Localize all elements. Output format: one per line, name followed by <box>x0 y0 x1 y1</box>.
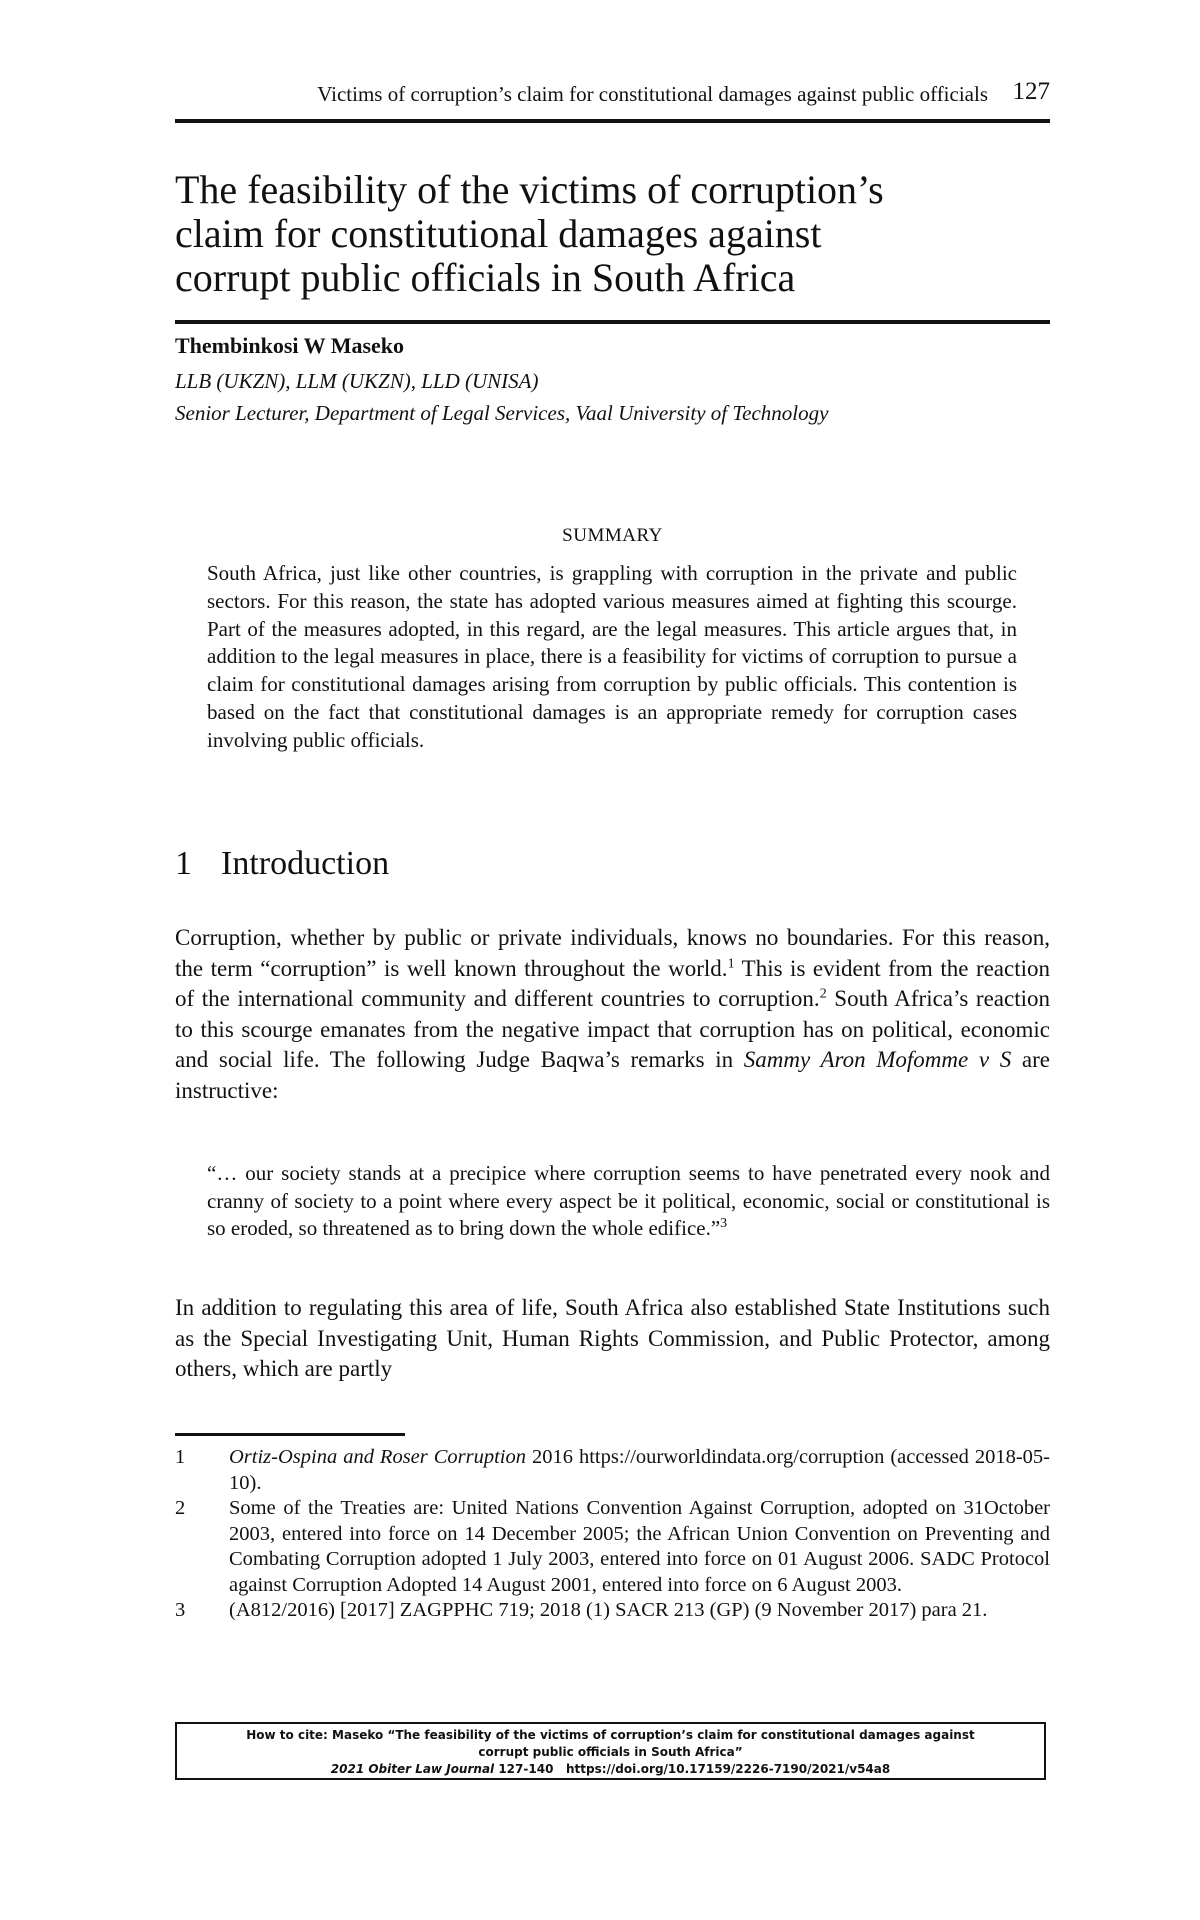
section-title: Introduction <box>221 845 390 882</box>
block-quote <box>207 1160 1050 1243</box>
footnote-author: Ortiz-Ospina and Roser Corruption <box>229 1446 526 1468</box>
footnote-rule <box>175 1433 405 1436</box>
title-line: claim for constitutional damages against <box>175 211 822 256</box>
citation-box <box>175 1722 1046 1780</box>
author-block <box>175 333 1050 433</box>
doi-link[interactable]: https://doi.org/10.17159/2226-7190/2021/v54a8 <box>565 1762 891 1776</box>
citation-line <box>177 1761 1044 1778</box>
footnote-text: 2016 https://ourworldindata.org/corruption (accessed 2018-05-10). <box>229 1446 1050 1494</box>
title-rule <box>175 320 1050 324</box>
summary-heading: SUMMARY <box>562 525 663 546</box>
footnote-text: Some of the Treaties are: United Nations Convention Against Corruption, adopted on 31October 2003, entered into force on 14 December 2005; the African Union Convention on Preventing and Combating Corruption adopted 1 July 2003, entered into force on 01 August 2006. SADC Protocol against Corruption Adopted 14 August 2001, entered into force on 6 August 2003. <box>229 1497 1050 1596</box>
footnote-ref-3[interactable]: 3 <box>720 1216 728 1231</box>
section-number: 1 <box>175 845 192 882</box>
quote-text: “… our society stands at a precipice where corruption seems to have penetrated every nook and cranny of society to a point where every aspect be it political, economic, social or constitutional is so eroded, so threatened as to bring down the whole edifice.” <box>207 1161 1050 1240</box>
citation-line: How to cite: Maseko “The feasibility of the victims of corruption’s claim for constitutional damages against <box>246 1728 975 1742</box>
footnote-text: (A812/2016) [2017] ZAGPPHC 719; 2018 (1) SACR 213 (GP) (9 November 2017) para 21. <box>229 1599 988 1621</box>
footnote-3 <box>175 1598 1050 1624</box>
page-number: 127 <box>1012 78 1050 105</box>
case-name: Sammy Aron Mofomme v S <box>743 1047 1012 1072</box>
running-header <box>175 78 1050 118</box>
article-title <box>175 168 1050 300</box>
author-qualifications: LLB (UKZN), LLM (UKZN), LLD (UNISA) <box>175 369 539 393</box>
footnote-1 <box>175 1445 1050 1496</box>
title-line: The feasibility of the victims of corruption’s <box>175 167 884 212</box>
body-paragraph-1 <box>175 923 1050 1106</box>
body-text-run: South Africa’s reaction to this scourge emanates from the negative impact that corruption has on political, economic and social life. The following Judge Baqwa’s remarks in <box>175 986 1051 1072</box>
running-title: Victims of corruption’s claim for constitutional damages against public officials <box>317 82 988 106</box>
body-text-run: This is evident from the reaction of the international community and different countries to corruption. <box>175 955 1051 1011</box>
author-name: Thembinkosi W Maseko <box>175 333 405 358</box>
author-affiliation: Senior Lecturer, Department of Legal Services, Vaal University of Technology <box>175 401 829 425</box>
header-rule <box>175 119 1050 123</box>
journal-name: 2021 Obiter Law Journal <box>330 1762 495 1776</box>
title-line: corrupt public officials in South Africa <box>175 255 796 300</box>
footnotes <box>175 1445 1050 1624</box>
summary-text: South Africa, just like other countries, is grappling with corruption in the private and public sectors. For this reason, the state has adopted various measures aimed at fighting this scourge. Part of the measures adopted, in this regard, are the legal measures. This article argues that, in addition to the legal measures in place, there is a feasibility for victims of corruption to pursue a claim for constitutional damages arising from corruption by public officials. This contention is based on the fact that constitutional damages is an appropriate remedy for corruption cases involving public officials. <box>207 561 1017 752</box>
footnote-ref-2[interactable]: 2 <box>819 986 827 1002</box>
footnote-2 <box>175 1496 1050 1598</box>
section-heading <box>175 845 389 883</box>
footnote-number: 1 <box>175 1446 186 1468</box>
body-text-run: Corruption, whether by public or private individuals, knows no boundaries. For this reason, the term “corruption” is well known throughout the world. <box>175 925 1050 981</box>
citation-line: corrupt public officials in South Africa” <box>478 1745 743 1759</box>
footnote-number: 3 <box>175 1599 186 1621</box>
citation-pages: 127-140 <box>494 1762 554 1776</box>
body-paragraph-2: In addition to regulating this area of life, South Africa also established State Institutions such as the Special Investigating Unit, Human Rights Commission, and Public Protector, among others, which are partly <box>175 1295 1050 1381</box>
footnote-ref-1[interactable]: 1 <box>727 955 735 971</box>
body-text-run: are instructive: <box>175 1047 1050 1103</box>
footnote-number: 2 <box>175 1497 186 1519</box>
